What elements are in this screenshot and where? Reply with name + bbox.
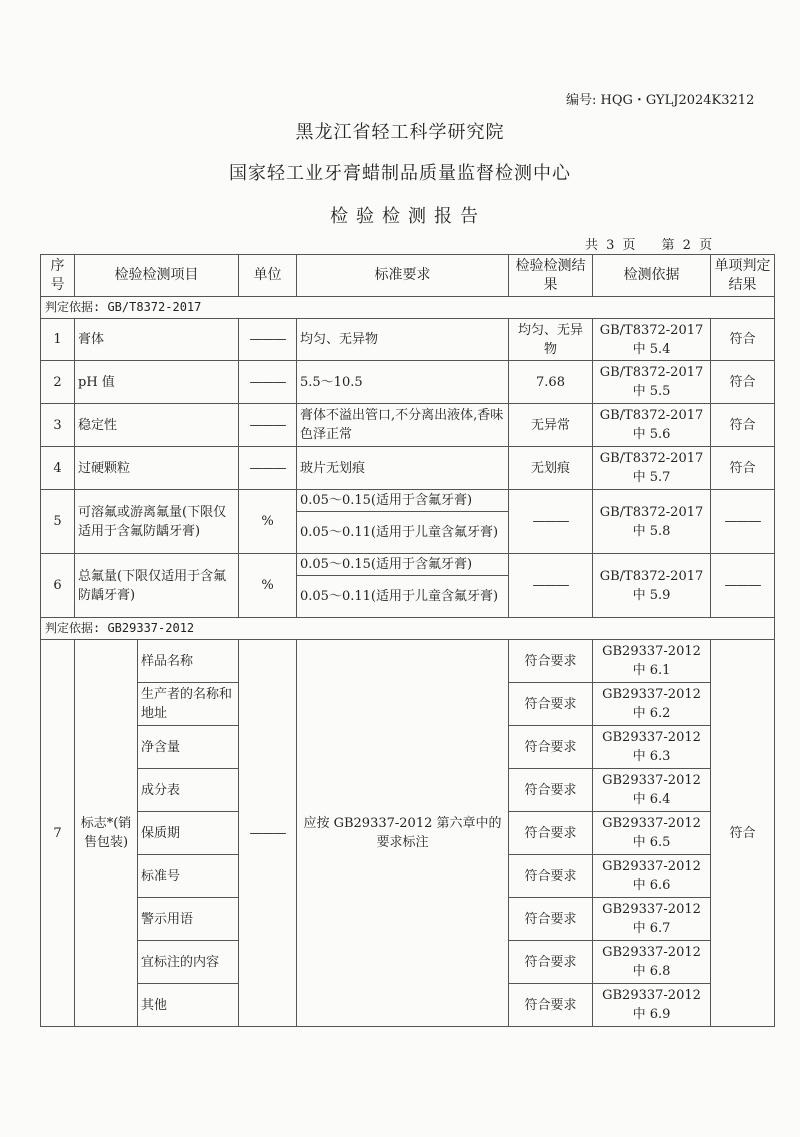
item-group-label: 标志*(销售包装) [75,640,138,1027]
item-name: 过硬颗粒 [75,447,239,490]
item-result: 符合要求 [509,984,593,1027]
item-conclusion: ——— [711,554,775,618]
item-requirement: 0.05～0.11(适用于儿童含氟牙膏) [297,512,509,554]
item-requirement: 0.05～0.15(适用于含氟牙膏) [297,490,509,512]
item-unit: % [239,554,297,618]
header-item: 检验检测项目 [75,255,239,297]
table-row [41,447,775,490]
header-result: 检验检测结果 [509,255,593,297]
item-requirement: 5.5～10.5 [297,361,509,404]
item-conclusion: 符合 [711,361,775,404]
sub-item-name: 宜标注的内容 [138,941,239,984]
item-unit: ——— [239,404,297,447]
report-number: 编号: HQG・GYLJ2024K3212 [566,93,755,108]
item-result: 符合要求 [509,640,593,683]
header-unit: 单位 [239,255,297,297]
header-conclusion: 单项判定结果 [711,255,775,297]
item-method: GB/T8372-2017 中 5.5 [593,361,711,404]
item-requirement: 0.05～0.15(适用于含氟牙膏) [297,554,509,576]
header-basis: 检测依据 [593,255,711,297]
basis-row [41,297,775,319]
item-name: 稳定性 [75,404,239,447]
sub-item-name: 成分表 [138,769,239,812]
item-conclusion: ——— [711,490,775,554]
item-requirement: 0.05～0.11(适用于儿童含氟牙膏) [297,576,509,618]
item-name: 膏体 [75,319,239,361]
table-row [41,490,775,512]
table-row [41,554,775,576]
item-requirement: 玻片无划痕 [297,447,509,490]
item-result: 7.68 [509,361,593,404]
item-result: ——— [509,490,593,554]
item-no: 6 [41,554,75,618]
sub-item-name: 生产者的名称和地址 [138,683,239,726]
item-requirement: 应按 GB29337-2012 第六章中的要求标注 [297,640,509,1027]
item-method: GB29337-2012 中 6.8 [593,941,711,984]
table-row [41,319,775,361]
sub-item-name: 标准号 [138,855,239,898]
results-table [40,254,775,1027]
item-result: 符合要求 [509,769,593,812]
item-unit: ——— [239,447,297,490]
item-result: 符合要求 [509,812,593,855]
item-no: 7 [41,640,75,1027]
item-conclusion: 符合 [711,319,775,361]
item-method: GB29337-2012 中 6.6 [593,855,711,898]
item-conclusion: 符合 [711,447,775,490]
item-name: 可溶氟或游离氟量(下限仅适用于含氟防龋牙膏) [75,490,239,554]
item-unit: ——— [239,361,297,404]
item-unit: % [239,490,297,554]
item-no: 3 [41,404,75,447]
header-requirement: 标准要求 [297,255,509,297]
item-unit: ——— [239,319,297,361]
sub-item-name: 警示用语 [138,898,239,941]
sub-item-name: 保质期 [138,812,239,855]
header-row [41,255,775,297]
table-row [41,404,775,447]
table-row [41,361,775,404]
report-title: 检验检测报告 [330,206,486,227]
item-method: GB29337-2012 中 6.7 [593,898,711,941]
item-no: 2 [41,361,75,404]
item-result: 无异常 [509,404,593,447]
item-result: ——— [509,554,593,618]
item-no: 5 [41,490,75,554]
item-name: 总氟量(下限仅适用于含氟防龋牙膏) [75,554,239,618]
item-method: GB29337-2012 中 6.4 [593,769,711,812]
item-result: 符合要求 [509,855,593,898]
item-method: GB/T8372-2017 中 5.7 [593,447,711,490]
item-result: 无划痕 [509,447,593,490]
institute-title: 黑龙江省轻工科学研究院 [295,122,505,143]
item-conclusion: 符合 [711,640,775,1027]
header-no: 序号 [41,255,75,297]
judgment-basis: 判定依据: GB29337-2012 [41,618,775,640]
judgment-basis: 判定依据: GB/T8372-2017 [41,297,775,319]
item-method: GB/T8372-2017 中 5.4 [593,319,711,361]
item-method: GB29337-2012 中 6.5 [593,812,711,855]
item-requirement: 膏体不溢出管口,不分离出液体,香味色泽正常 [297,404,509,447]
table-row [41,640,775,683]
item-no: 1 [41,319,75,361]
sub-item-name: 其他 [138,984,239,1027]
item-result: 符合要求 [509,683,593,726]
item-unit: ——— [239,640,297,1027]
item-method: GB29337-2012 中 6.3 [593,726,711,769]
item-method: GB29337-2012 中 6.9 [593,984,711,1027]
item-no: 4 [41,447,75,490]
item-result: 符合要求 [509,941,593,984]
item-name: pH 值 [75,361,239,404]
center-title: 国家轻工业牙膏蜡制品质量监督检测中心 [229,163,571,184]
item-method: GB/T8372-2017 中 5.8 [593,490,711,554]
sub-item-name: 样品名称 [138,640,239,683]
item-method: GB/T8372-2017 中 5.9 [593,554,711,618]
page-info: 共 3 页 第 2 页 [585,238,713,253]
item-method: GB29337-2012 中 6.1 [593,640,711,683]
item-method: GB/T8372-2017 中 5.6 [593,404,711,447]
item-conclusion: 符合 [711,404,775,447]
item-method: GB29337-2012 中 6.2 [593,683,711,726]
item-result: 符合要求 [509,898,593,941]
item-result: 均匀、无异物 [509,319,593,361]
basis-row [41,618,775,640]
sub-item-name: 净含量 [138,726,239,769]
item-requirement: 均匀、无异物 [297,319,509,361]
item-result: 符合要求 [509,726,593,769]
